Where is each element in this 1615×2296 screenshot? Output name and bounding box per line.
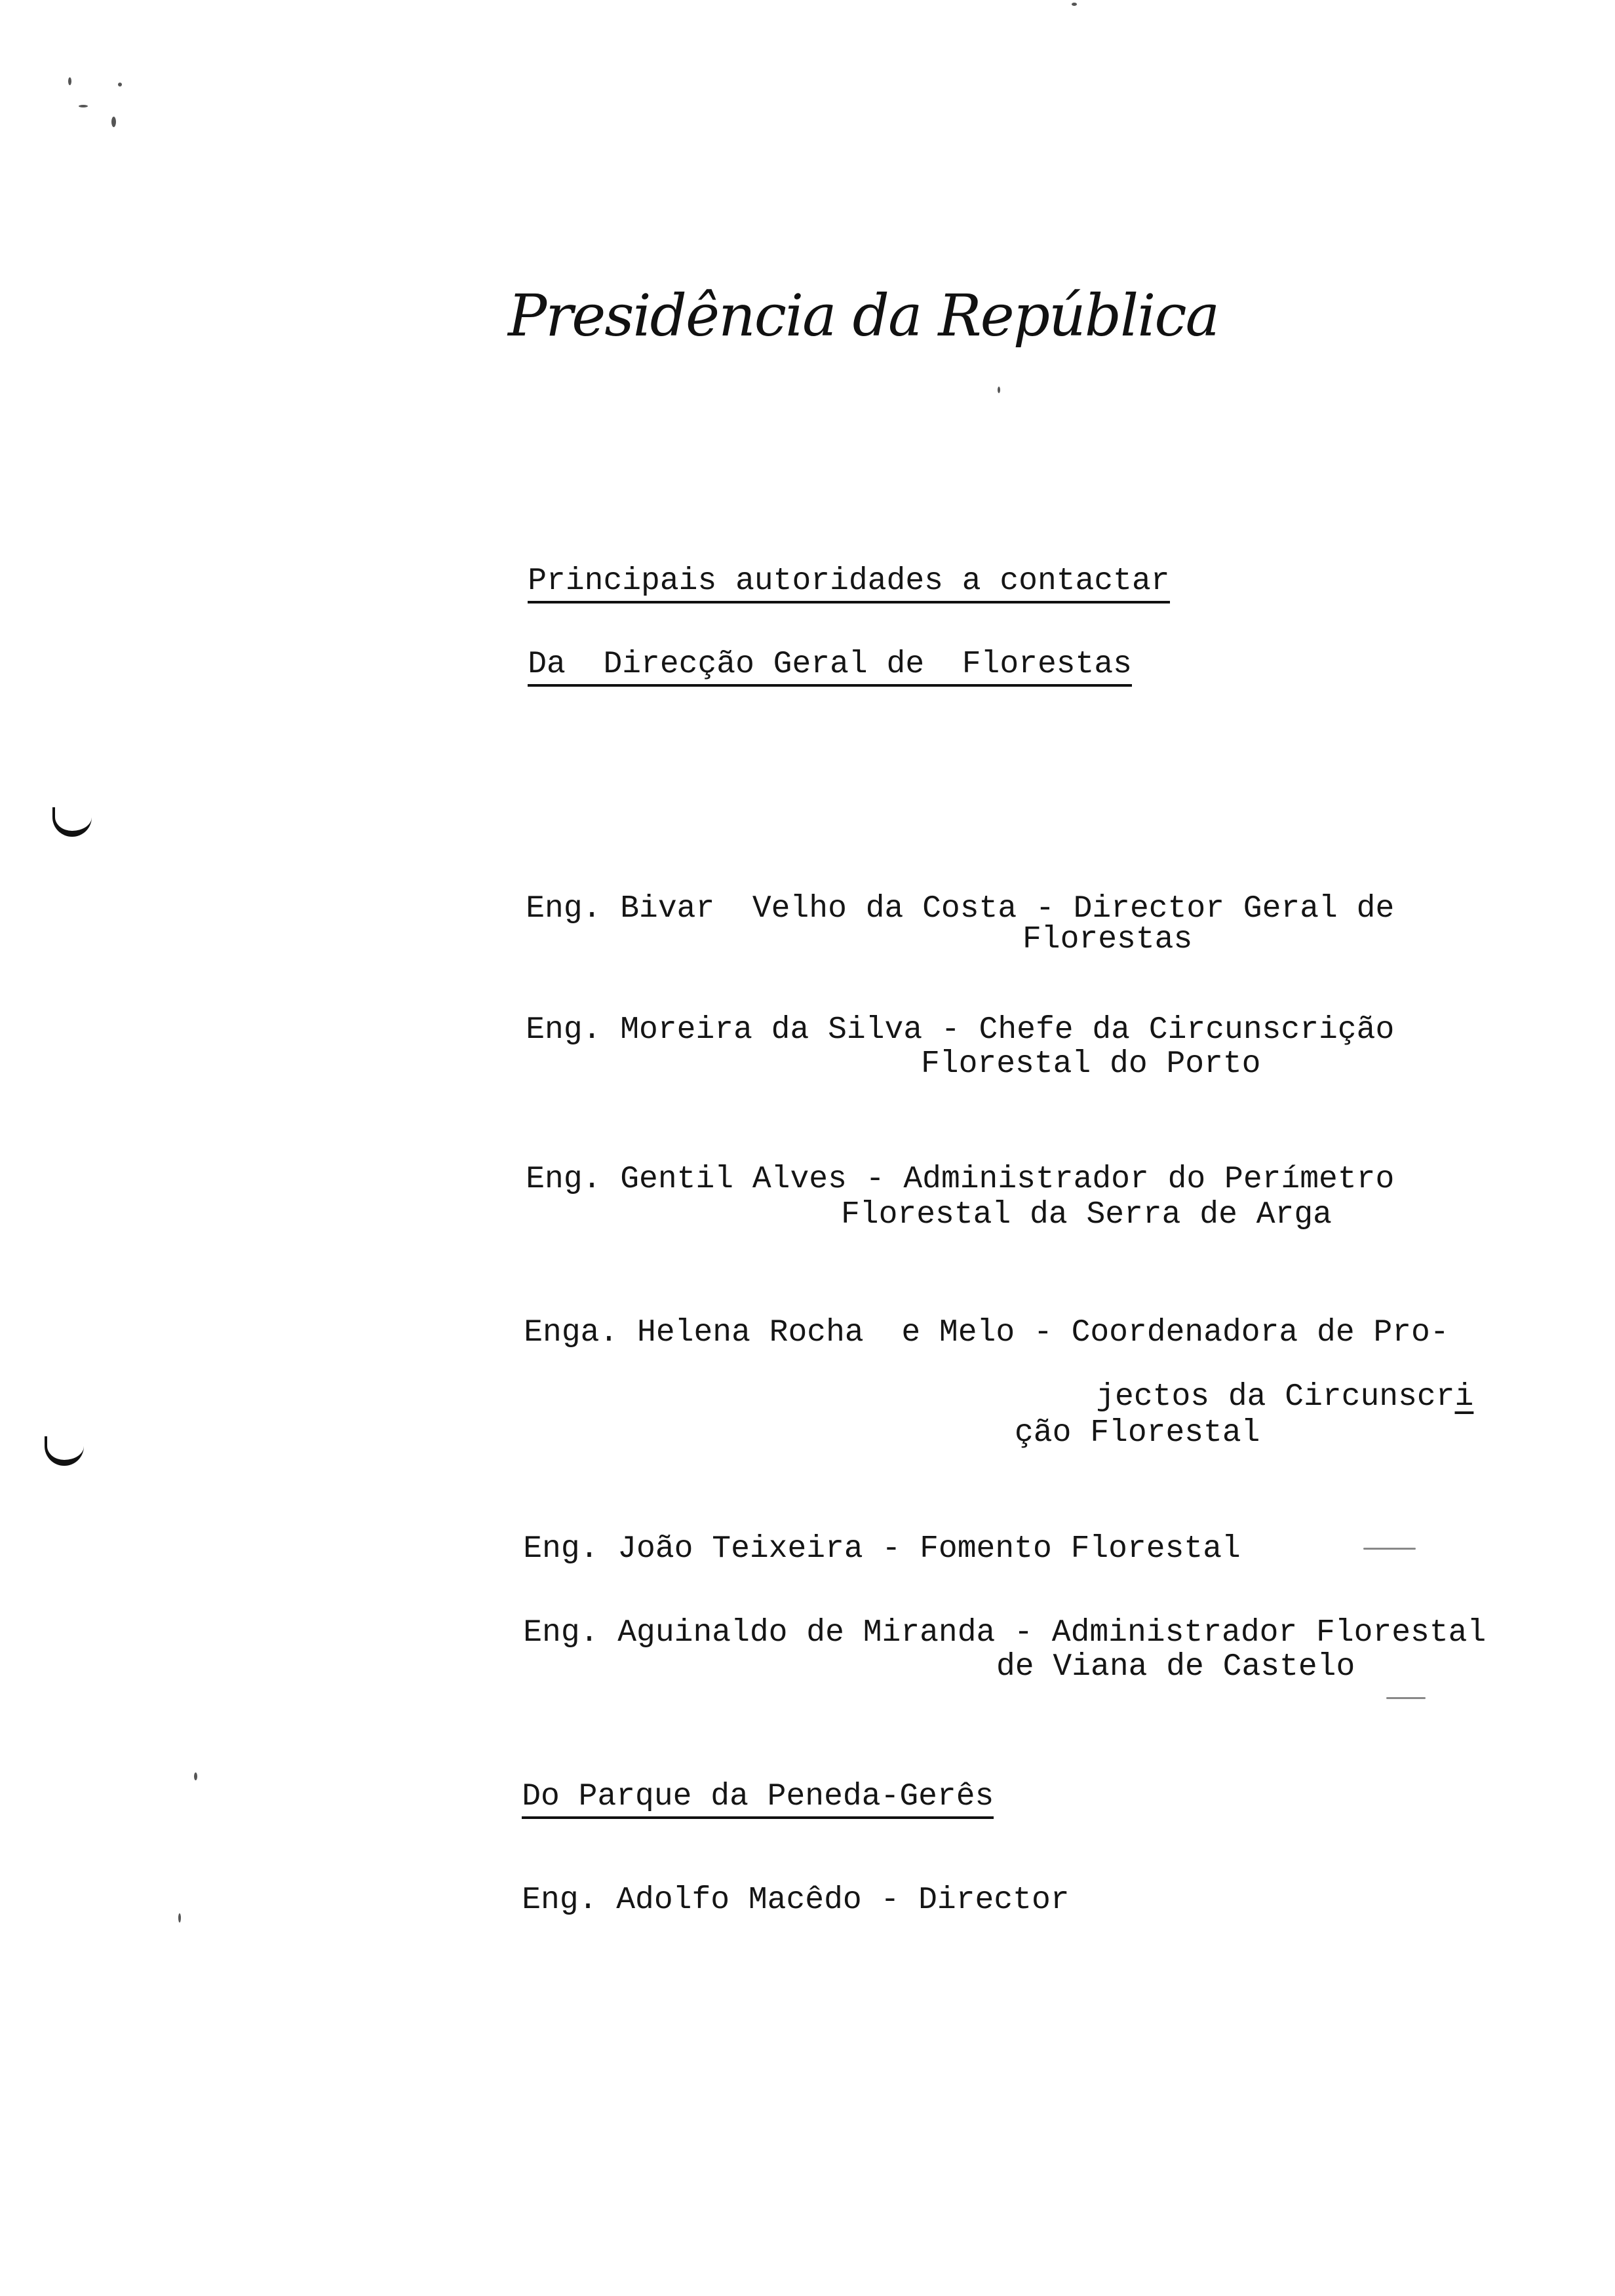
entry-5-line1 — [448, 1502, 1241, 1596]
scan-speck — [1363, 1548, 1416, 1550]
title-text: Principais autoridades a contactar — [528, 565, 1169, 603]
entry-1-line2: Florestas — [1022, 922, 1193, 957]
entry-1-sep: - — [1017, 891, 1074, 927]
entry-3-role: Administrador do Perímetro — [903, 1162, 1395, 1197]
scan-speck — [1072, 3, 1077, 6]
entry-5-sep: - — [863, 1531, 920, 1567]
entry-3-sep: - — [846, 1162, 904, 1197]
entry-6-sep: - — [995, 1615, 1052, 1651]
entry-5-name: Eng. João Teixeira — [523, 1531, 863, 1567]
entry-3-name: Eng. Gentil Alves — [526, 1162, 847, 1197]
entry-3-line2: Florestal da Serra de Arga — [841, 1197, 1332, 1233]
punch-hole-mark — [52, 807, 92, 837]
scan-speck — [194, 1772, 197, 1780]
park-heading-text: Do Parque da Peneda-Gerês — [522, 1781, 994, 1819]
entry-4-sep: - — [1015, 1315, 1072, 1350]
scan-speck — [998, 387, 1000, 393]
entry-6-role: Administrador Florestal — [1051, 1615, 1487, 1651]
park-heading — [446, 1750, 994, 1850]
scan-speck — [79, 105, 88, 107]
scan-speck — [68, 77, 71, 85]
punch-hole-mark — [45, 1436, 84, 1466]
entry-6-line2: de Viana de Castelo — [996, 1649, 1355, 1685]
entry-1-name: Eng. Bivar Velho da Costa — [526, 891, 1017, 927]
scan-speck — [118, 83, 122, 86]
park-entry-name: Eng. Adolfo Macêdo — [522, 1883, 862, 1918]
scan-speck — [178, 1913, 181, 1923]
scan-speck — [111, 117, 116, 127]
subtitle-text: Da Direcção Geral de Florestas — [528, 649, 1132, 687]
park-entry-role: Director — [918, 1883, 1070, 1918]
entry-4-line2-underlined: i — [1454, 1379, 1474, 1415]
entry-1-role: Director Geral de — [1073, 891, 1395, 927]
subtitle-heading — [452, 617, 1132, 718]
entry-2-sep: - — [922, 1012, 979, 1048]
entry-1-line1 — [450, 862, 1394, 956]
entry-4-name: Enga. Helena Rocha e Melo — [524, 1315, 1015, 1350]
scan-speck — [1386, 1697, 1426, 1699]
entry-4-line2-text: jectos da Circunscr — [1096, 1379, 1455, 1415]
entry-4-line3: ção Florestal — [1015, 1415, 1260, 1451]
entry-2-line2: Florestal do Porto — [921, 1046, 1261, 1082]
entry-6-name: Eng. Aguinaldo de Miranda — [523, 1615, 996, 1651]
entry-4-role: Coordenadora de Pro- — [1071, 1315, 1449, 1350]
park-entry-sep: - — [861, 1883, 919, 1918]
park-entry-line — [446, 1853, 1070, 1947]
entry-2-name: Eng. Moreira da Silva — [526, 1012, 923, 1048]
entry-2-role: Chefe da Circunscrição — [979, 1012, 1395, 1048]
letterhead: Presidência da República — [508, 282, 1219, 349]
entry-5-role: Fomento Florestal — [920, 1531, 1241, 1567]
